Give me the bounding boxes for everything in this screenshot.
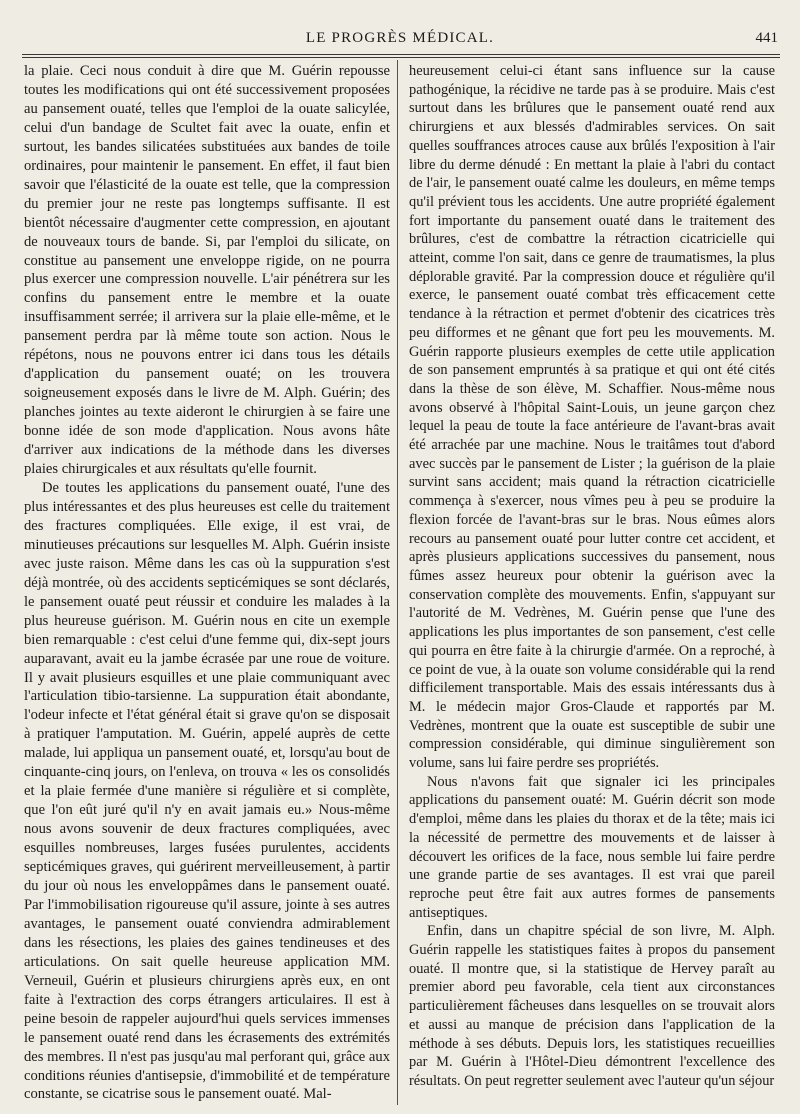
- page-number: 441: [755, 30, 778, 46]
- paragraph: la plaie. Ceci nous conduit à dire que M. Guérin repousse toutes les modifications qui ont été successivement proposées au pansement ouaté, telles que l'emploi de la ouate salicylée, celui d'un bandage de Scultet fait avec la ouate, enfin et surtout, les bandes silicatées substituées aux bandes de toile ordinaires, pour maintenir le pansement. En effet, il faut bien savoir que l'élasticité de la ouate est telle, que la compression du premier jour ne reste pas longtemps suffisante. Il est bientôt nécessaire d'augmenter cette compression, en ajoutant de nouveaux tours de bande. Si, par l'emploi du silicate, on constitue au pansement une enveloppe rigide, on ne pourra plus exercer une compression nouvelle. L'air pénétrera sur les confins du pansement entre le membre et la ouate insuffisamment serrée; il arrivera sur la plaie elle-même, et le pansement perdra par là même toute son action. Nous le répétons, nous ne pouvons entrer ici dans tous les détails d'application du pansement ouaté; on les trouvera soigneusement exposés dans le livre de M. Alph. Guérin; des planches jointes au texte aideront le chirurgien à se faire une bonne idée de son mode d'application. Nous avons hâte d'arriver aux indications de la méthode dans les diverses plaies chirurgicales et aux résultats qu'elle fournit.: [24, 63, 390, 478]
- header-rule-double: [22, 57, 780, 58]
- running-title: LE PROGRÈS MÉDICAL.: [305, 30, 495, 46]
- column-divider: [397, 60, 398, 1105]
- paragraph: heureusement celui-ci étant sans influence sur la cause pathogénique, la récidive ne tarde pas à se produire. Mais c'est surtout dans les brûlures que le pansement ouaté rend aux chirurgiens et aux blessés d'admirables services. On sait quelles souffrances atroces cause aux brûlés l'exposition à l'air libre du derme dénudé : En mettant la plaie à l'abri du contact de l'air, le pansement ouaté calme les douleurs, en même temps qu'il prévient tous les accidents. Une autre propriété également fort importante du pansement ouaté dans le traitement des brûlures, c'est de combattre la rétraction cicatricielle qui atteint, comme l'on sait, dans ce genre de traumatismes, la plus déplorable gravité. Par la compression douce et régulière qu'il exerce, le pansement ouaté combat très efficacement cette tendance à la rétraction et permet d'obtenir des cicatrices très peu difformes et ne gênant que fort peu les mouvements. M. Guérin rapporte plusieurs exemples de cette utile application de son pansement empruntés à sa pratique et qui ont été cités dans la thèse de son élève, M. Schaffier. Nous-même nous avons observé à l'hôpital Saint-Louis, un jeune garçon chez lequel la peau de toute la face antérieure de l'avant-bras avait été arrachée par une machine. Nous le traitâmes tout d'abord avec succès par le pansement de Lister ; la guérison de la plaie survint sans accident; mais quand la rétraction cicatricielle commença à s'exercer, nous vîmes peu à peu se produire la flexion forcée de l'avant-bras sur le bras. Nous eûmes alors recours au pansement ouaté pour lutter contre cet accident, et après plusieurs applications successives du pansement, nous fûmes assez heureux pour obtenir la guérison avec la conservation complète des mouvements. Enfin, s'appuyant sur l'autorité de M. Vedrènes, M. Guérin pense que l'une des applications les plus importantes de son pansement, c'est celle qui pourra en être faite à la chirurgie d'armée. On a reproché, à ce point de vue, à la ouate son volume considérable qui la rend difficilement transportable. Mais des essais intéressants dus à M. le médecin major Gros-Claude et rapportés par M. Vedrènes, montrent que la ouate est susceptible de subir une compression considérable, qui diminue singulièrement son volume, sans lui faire perdre ses propriétés.: [409, 63, 775, 772]
- paragraph: Nous n'avons fait que signaler ici les principales applications du pansement ouaté: M. Guérin décrit son mode d'emploi, même dans les plaies du thorax et de la tête; mais ici la nécessité de permettre des mouvements et de laisser à découvert les orifices de la face, nous semble lui faire perdre une grande partie de ses avantages. Il est vrai que pareil reproche peut être fait aux autres formes de pansements antiseptiques.: [409, 773, 775, 921]
- paragraph: Enfin, dans un chapitre spécial de son livre, M. Alph. Guérin rappelle les statistiques faites à propos du pansement ouaté. Il montre que, si la statistique de Hervey paraît au premier abord peu favorable, cela tient aux circonstances particulièrement fâcheuses dans lesquelles on se trouvait alors et aussi au manque de précision dans l'application de la méthode à ses débuts. Depuis lors, les statistiques recueillies par M. Guérin à l'Hôtel-Dieu démontrent l'excellence des résultats. On peut regretter seulement avec l'auteur qu'un séjour: [409, 923, 775, 1089]
- right-column: [409, 62, 775, 1091]
- left-column: [24, 62, 390, 1104]
- page-header: [0, 30, 800, 54]
- paragraph: De toutes les applications du pansement ouaté, l'une des plus intéressantes et des plus heureuses est celle du traitement des fractures compliquées. Elle exige, il est vrai, de minutieuses précautions sur lesquelles M. Alph. Guérin insiste avec juste raison. Même dans les cas où la suppuration s'est déjà montrée, où des accidents septicémiques se sont déclarés, le pansement ouaté peut réussir et conduire les malades à la plus heureuse guérison. M. Guérin nous en cite un exemple bien remarquable : c'est celui d'une femme qui, dix-sept jours auparavant, avait eu la jambe écrasée par une roue de voiture. Il y avait plusieurs esquilles et une plaie communiquant avec l'articulation tibio-tarsienne. La suppuration était abondante, l'odeur infecte et l'état général était si grave qu'on se disposait à pratiquer l'amputation. M. Guérin, appelé auprès de cette malade, lui appliqua un pansement ouaté, et, lorsqu'au bout de cinquante-cinq jours, on l'enleva, on trouva « les os consolidés et la plaie fermée d'une manière si régulière et si complète, que l'on eût juré qu'il n'y en avait jamais eu.» Nous-même nous avons souvenir de deux fractures compliquées, avec esquilles nombreuses, larges fusées purulentes, accidents septicémiques graves, qui guérirent merveilleusement, à partir du jour où nous les enveloppâmes dans le pansement ouaté. Par l'immobilisation rigoureuse qu'il assure, jointe à ses autres avantages, le pansement ouaté conviendra admirablement dans les résections, les plaies des gaines tendineuses et des articulations. On sait quelle heureuse application MM. Verneuil, Guérin et plusieurs chirurgiens après eux, en ont faite à l'extraction des corps étrangers articulaires. Il est à peine besoin de rappeler aujourd'hui quels services immenses le pansement ouaté rend dans les écrasements des extrémités des membres. Il n'est pas jusqu'au mal perforant qui, grâce aux conditions réunies d'antisepsie, d'immobilité et de température constante, se cicatrise sous le pansement ouaté. Mal-: [24, 479, 390, 1103]
- header-rule: [22, 54, 780, 55]
